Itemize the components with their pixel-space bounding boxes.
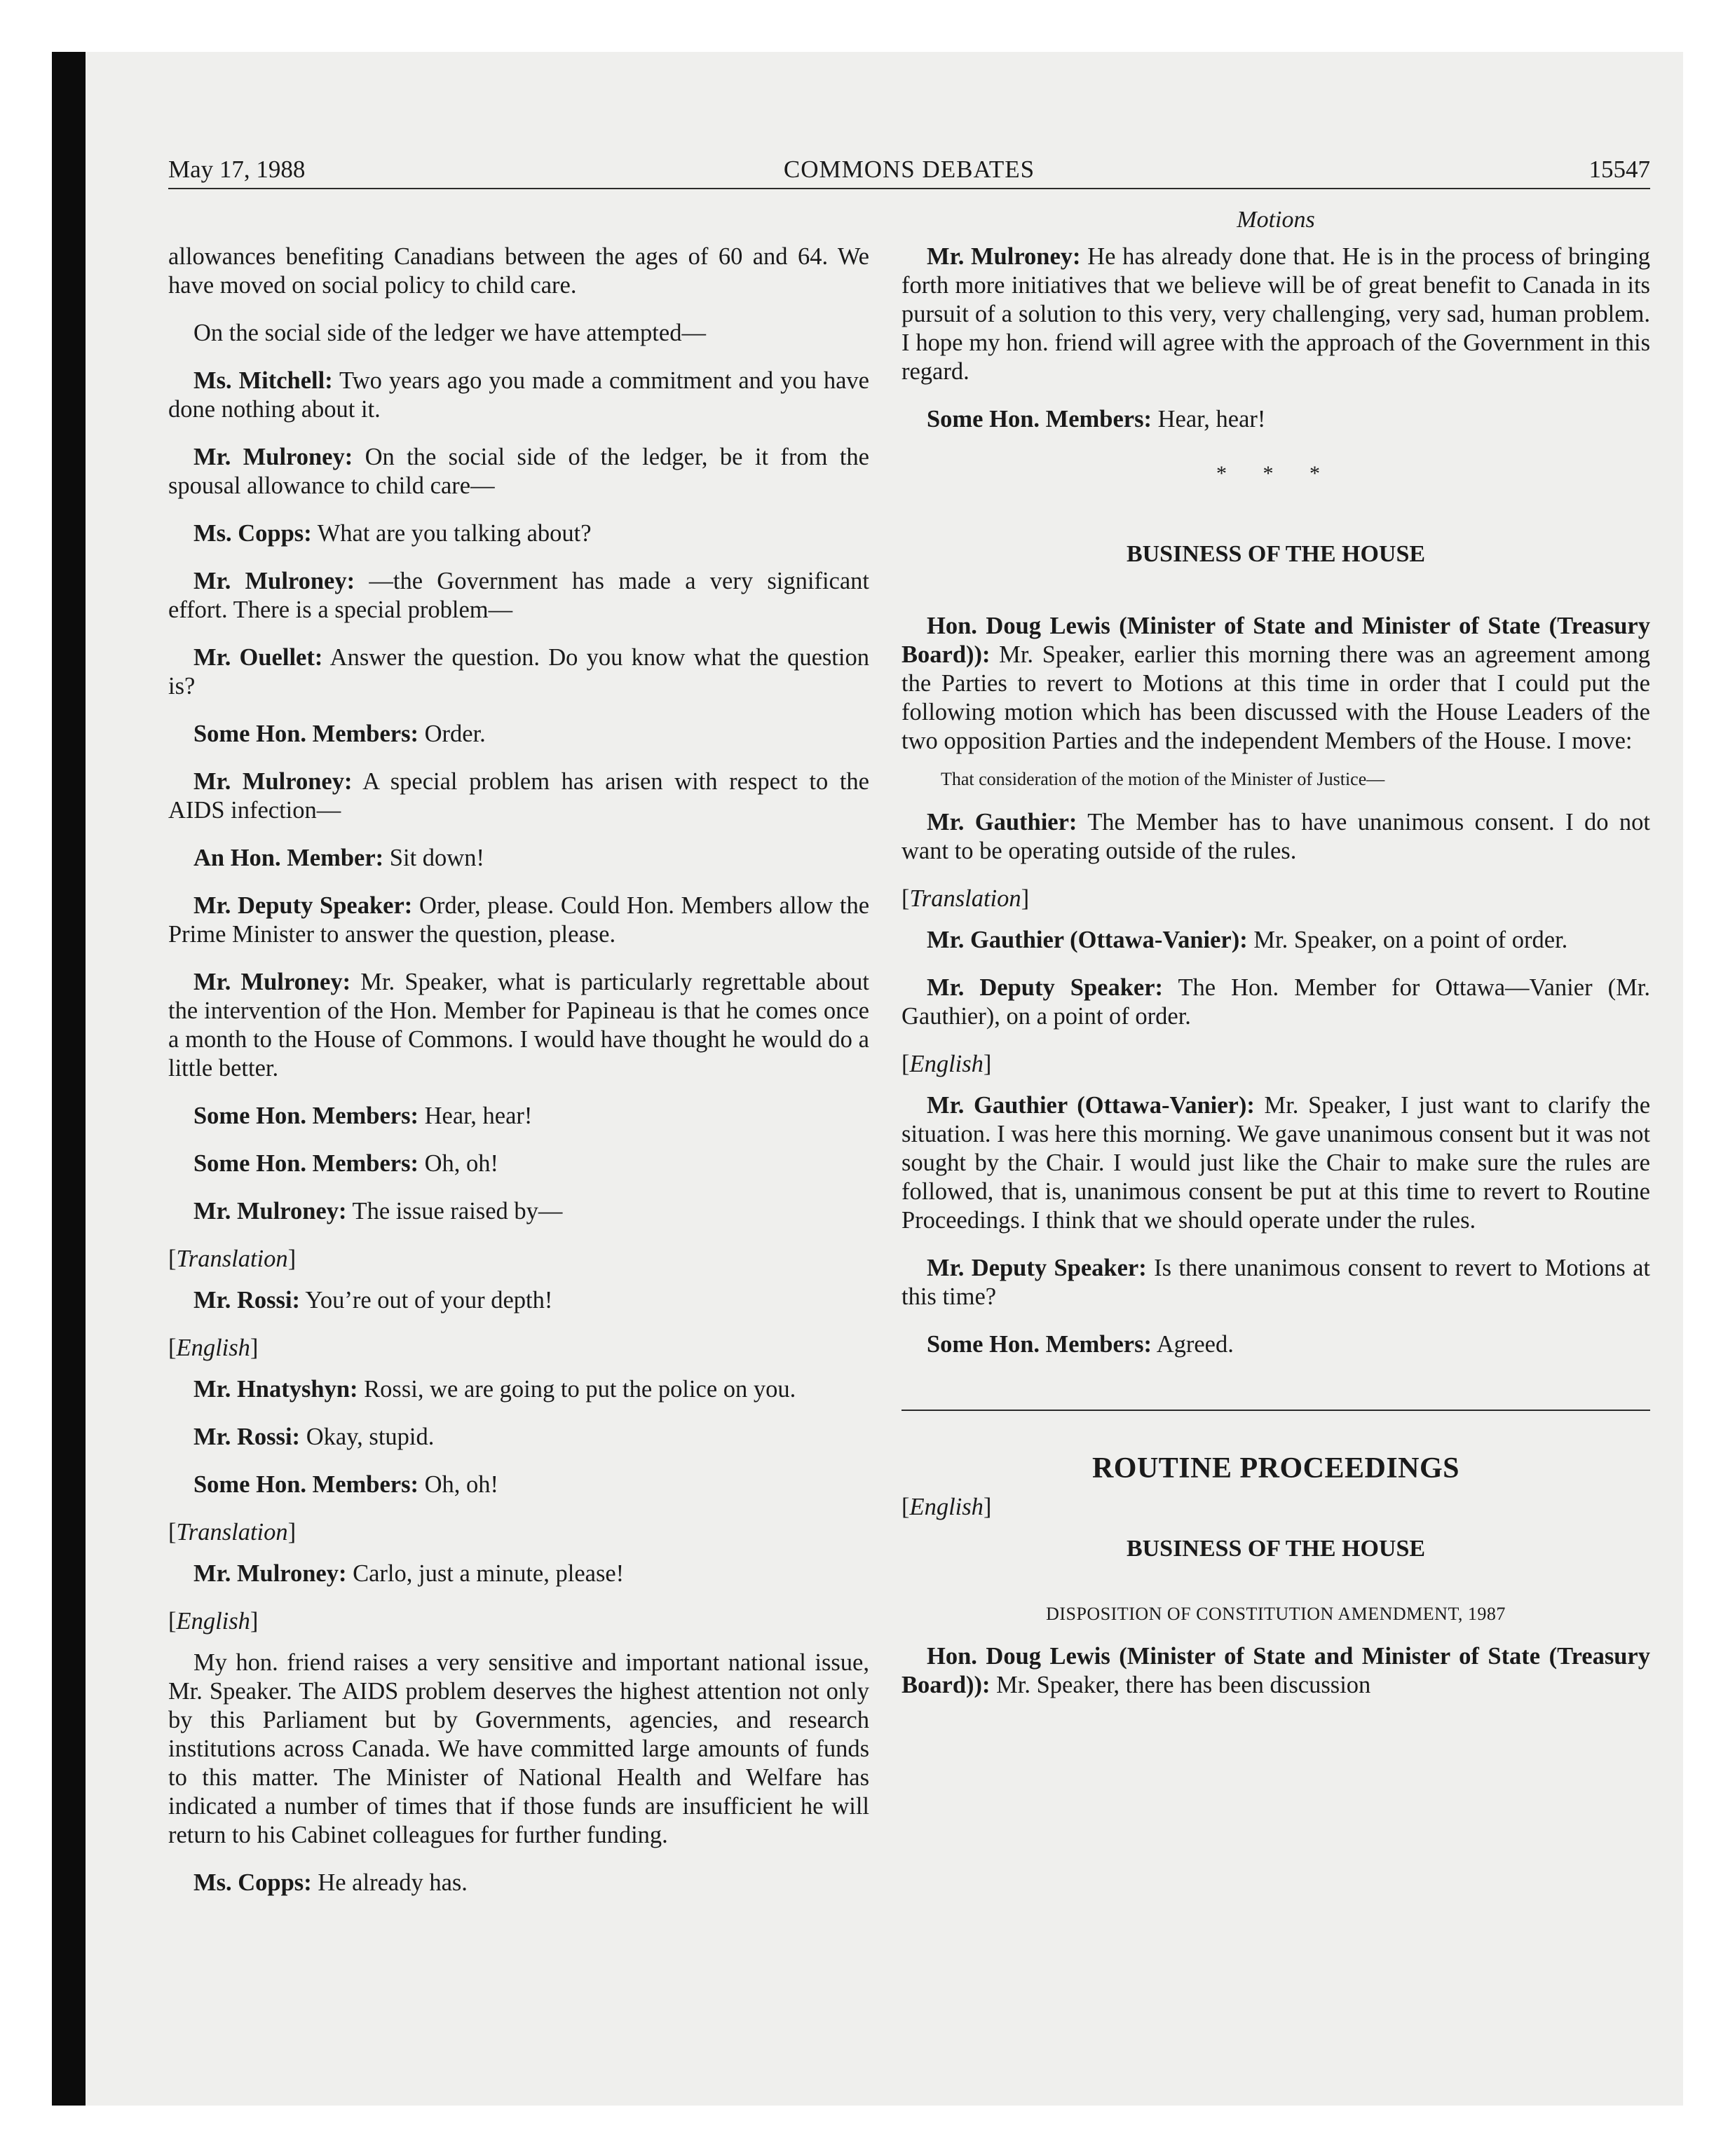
- language-marker: [English]: [901, 1494, 992, 1520]
- speech-paragraph: [168, 1286, 869, 1315]
- speech-text: You’re out of your depth!: [305, 1287, 553, 1314]
- speech-paragraph: [901, 1091, 1650, 1235]
- speech-paragraph: [168, 1375, 869, 1404]
- language-label: Translation: [176, 1519, 288, 1546]
- speech-text: Okay, stupid.: [306, 1424, 435, 1450]
- speech-text: Agreed.: [1156, 1331, 1234, 1358]
- left-column: [168, 243, 869, 1916]
- speech-text: What are you talking about?: [317, 520, 592, 547]
- speech-paragraph: [168, 643, 869, 701]
- language-label: Translation: [176, 1246, 288, 1272]
- speech-text: Mr. Speaker, there has been discussion: [996, 1672, 1371, 1698]
- speech-text: The issue raised by—: [352, 1198, 563, 1224]
- speech-paragraph: [168, 1423, 869, 1452]
- speaker-name: Mr. Mulroney:: [927, 243, 1081, 270]
- speech-paragraph: [168, 1102, 869, 1131]
- speaker-name: Mr. Mulroney:: [193, 1560, 347, 1587]
- language-marker: [Translation]: [901, 885, 1030, 912]
- section-heading: BUSINESS OF THE HOUSE: [1126, 541, 1426, 567]
- language-marker: [English]: [168, 1608, 259, 1635]
- speech-text: Sit down!: [389, 845, 484, 871]
- speaker-name: Mr. Gauthier:: [927, 809, 1077, 835]
- speech-text: Mr. Speaker, I just want to clarify the situation. I was here this morning. We gave unanimous consent but it was not sought by the Chair. I would just like the Chair to make sure the rules are followed, that is, unanimous consent be put at this time to revert to Routine Proceedings. I think that we should operate under the rules.: [901, 1092, 1651, 1234]
- document-page: [52, 52, 1683, 2106]
- subsection-heading: BUSINESS OF THE HOUSE: [1126, 1536, 1426, 1562]
- motion-quote: That consideration of the motion of the Minister of Justice—: [941, 769, 1385, 789]
- speaker-name: Mr. Hnatyshyn:: [193, 1376, 358, 1403]
- speaker-name: Some Hon. Members:: [927, 406, 1152, 432]
- speech-paragraph: [168, 1471, 869, 1499]
- running-head: [168, 156, 1650, 200]
- speech-text: The Member has to have unanimous consent. I do not want to be operating outside of the rules.: [901, 809, 1650, 864]
- section-separator-stars: * * *: [1216, 462, 1335, 485]
- speech-paragraph: [168, 1149, 869, 1178]
- speech-paragraph: [168, 519, 869, 548]
- speaker-name: Mr. Mulroney:: [193, 969, 351, 995]
- speaker-name: An Hon. Member:: [193, 845, 384, 871]
- speaker-name: Some Hon. Members:: [193, 1150, 419, 1177]
- speech-text: My hon. friend raises a very sensitive and important national issue, Mr. Speaker. The AIDS problem deserves the highest attention not only by this Parliament but by Governments, agencies, and research institutions across Canada. We have committed large amounts of funds to this matter. The Minister of National Health and Welfare has indicated a number of times that if those funds are insufficient he will return to his Cabinet colleagues for further funding.: [168, 1649, 869, 1848]
- speech-paragraph: [901, 1254, 1650, 1311]
- speaker-name: Mr. Rossi:: [193, 1287, 301, 1314]
- speech-text: —the Government has made a very significant effort. There is a special problem—: [168, 568, 869, 623]
- language-label: English: [176, 1335, 250, 1361]
- language-marker: [English]: [168, 1335, 259, 1361]
- speech-text: Mr. Speaker, what is particularly regrettable about the intervention of the Hon. Member for Papineau is that he comes once a month to the House of Commons. I would have thought he would do a little better.: [168, 969, 869, 1082]
- speaker-name: Mr. Mulroney:: [193, 1198, 347, 1224]
- speech-text: Mr. Speaker, earlier this morning there was an agreement among the Parties to revert to Motions at this time in order that I could put the following motion which has been discussed with the House Leaders of the two opposition Parties and the independent Members of the House. I move:: [901, 641, 1650, 754]
- speech-text: Order, please. Could Hon. Members allow the Prime Minister to answer the question, please.: [168, 892, 870, 948]
- speech-paragraph: [168, 567, 869, 625]
- speech-paragraph: [901, 974, 1650, 1031]
- language-label: Translation: [909, 885, 1021, 912]
- binding-edge: [52, 52, 86, 2106]
- speech-paragraph: [901, 808, 1650, 866]
- speaker-name: Some Hon. Members:: [193, 721, 419, 747]
- speaker-name: Mr. Ouellet:: [193, 644, 323, 671]
- speech-text: Oh, oh!: [424, 1471, 499, 1498]
- speech-text: Hear, hear!: [424, 1103, 533, 1129]
- language-label: English: [909, 1051, 984, 1077]
- speech-paragraph: [168, 720, 869, 749]
- header-title: COMMONS DEBATES: [783, 156, 1035, 183]
- speaker-name: Some Hon. Members:: [193, 1103, 419, 1129]
- speaker-name: Hon. Doug Lewis (Minister of State and Minister of State (Treasury Board)):: [901, 613, 1650, 668]
- language-label: English: [176, 1608, 250, 1635]
- speech-text: Oh, oh!: [424, 1150, 499, 1177]
- speech-text: allowances benefiting Canadians between the ages of 60 and 64. We have moved on social policy to child care.: [168, 243, 869, 299]
- speech-paragraph: [168, 1560, 869, 1588]
- speech-paragraph: [901, 405, 1650, 434]
- speaker-name: Mr. Deputy Speaker:: [193, 892, 413, 919]
- section-label: Motions: [1237, 207, 1315, 233]
- speech-text: Mr. Speaker, on a point of order.: [1253, 927, 1568, 953]
- speech-text: The Hon. Member for Ottawa—Vanier (Mr. Gauthier), on a point of order.: [901, 974, 1650, 1030]
- speech-paragraph: [168, 844, 869, 873]
- speech-text: He has already done that. He is in the process of bringing forth more initiatives that we believe will be of great benefit to Canada in its pursuit of a solution to this very, very challenging, very sad, human problem. I hope my hon. friend will agree with the approach of the Government in this regard.: [901, 243, 1650, 385]
- speaker-name: Hon. Doug Lewis (Minister of State and Minister of State (Treasury Board)):: [901, 1643, 1650, 1698]
- language-marker: [Translation]: [168, 1519, 297, 1546]
- speech-text: Two years ago you made a commitment and you have done nothing about it.: [168, 367, 869, 423]
- language-label: English: [909, 1494, 984, 1520]
- speech-paragraph: [168, 767, 869, 825]
- speech-paragraph: [901, 612, 1650, 756]
- speech-text: Order.: [424, 721, 486, 747]
- speaker-name: Some Hon. Members:: [193, 1471, 419, 1498]
- language-marker: [Translation]: [168, 1246, 297, 1272]
- speech-paragraph: [168, 1197, 869, 1226]
- speaker-name: Mr. Mulroney:: [193, 568, 355, 594]
- speech-text: Hear, hear!: [1157, 406, 1266, 432]
- speaker-name: Ms. Copps:: [193, 1869, 312, 1896]
- speech-paragraph: [168, 367, 869, 424]
- speech-paragraph: [901, 926, 1650, 955]
- speaker-name: Ms. Copps:: [193, 520, 312, 547]
- speech-paragraph: [168, 443, 869, 500]
- speech-text: On the social side of the ledger, be it from the spousal allowance to child care—: [168, 444, 869, 499]
- header-date: May 17, 1988: [168, 156, 306, 183]
- speech-text: He already has.: [318, 1869, 468, 1896]
- speech-paragraph: [168, 892, 869, 949]
- speech-text: Carlo, just a minute, please!: [353, 1560, 625, 1587]
- major-heading: ROUTINE PROCEEDINGS: [1091, 1452, 1460, 1485]
- speaker-name: Mr. Gauthier (Ottawa-Vanier):: [927, 1092, 1255, 1119]
- speech-paragraph: [168, 319, 869, 348]
- speaker-name: Mr. Deputy Speaker:: [927, 974, 1164, 1001]
- speech-paragraph: [901, 243, 1650, 386]
- speech-paragraph: [901, 1330, 1650, 1359]
- speech-text: On the social side of the ledger we have attempted—: [193, 320, 706, 346]
- speaker-name: Mr. Rossi:: [193, 1424, 301, 1450]
- speech-paragraph: [168, 968, 869, 1083]
- speech-paragraph: [901, 1642, 1650, 1700]
- speech-text: A special problem has arisen with respect to the AIDS infection—: [168, 768, 869, 824]
- speech-text: Answer the question. Do you know what the question is?: [168, 644, 869, 700]
- speech-paragraph: [168, 243, 869, 300]
- minor-heading: DISPOSITION OF CONSTITUTION AMENDMENT, 1987: [1046, 1604, 1506, 1624]
- speaker-name: Mr. Gauthier (Ottawa-Vanier):: [927, 927, 1248, 953]
- right-column: [901, 243, 1650, 1719]
- speech-text: Is there unanimous consent to revert to Motions at this time?: [901, 1255, 1650, 1310]
- speech-paragraph: [168, 1649, 869, 1850]
- speaker-name: Ms. Mitchell:: [193, 367, 333, 394]
- speaker-name: Mr. Mulroney:: [193, 768, 353, 795]
- section-rule: [901, 1410, 1650, 1411]
- speech-paragraph: [168, 1869, 869, 1897]
- speaker-name: Mr. Mulroney:: [193, 444, 353, 470]
- speech-text: Rossi, we are going to put the police on you.: [364, 1376, 796, 1403]
- header-page-number: 15547: [1588, 156, 1650, 183]
- speaker-name: Mr. Deputy Speaker:: [927, 1255, 1147, 1281]
- header-rule: [168, 188, 1650, 189]
- language-marker: [English]: [901, 1051, 992, 1077]
- speaker-name: Some Hon. Members:: [927, 1331, 1152, 1358]
